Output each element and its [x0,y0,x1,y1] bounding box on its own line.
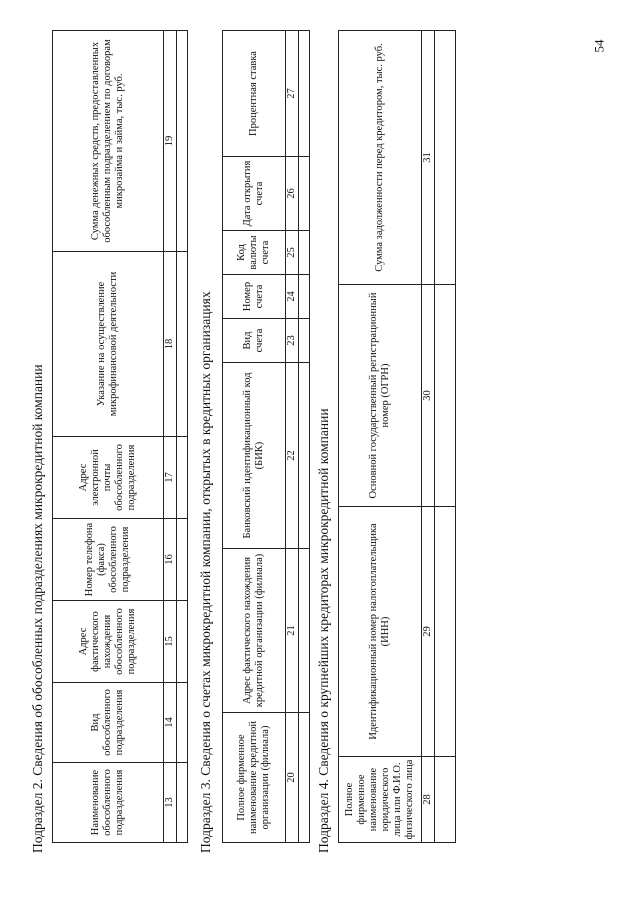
column-number: 13 [164,763,177,843]
column-header: Указание на осуществление микрофинансовой деятельности [53,252,164,437]
empty-cell [177,252,188,437]
empty-cell [299,713,310,843]
column-number: 15 [164,601,177,683]
empty-cell [299,319,310,363]
empty-cell [299,31,310,157]
column-header: Наименование обособленного подразделения [53,763,164,843]
column-header: Номер телефона (факса) обособленного подразделения [53,519,164,601]
column-number: 25 [286,231,299,275]
column-number: 18 [164,252,177,437]
column-number: 27 [286,31,299,157]
empty-cell [435,285,456,507]
empty-cell [435,507,456,757]
column-number: 20 [286,713,299,843]
column-number: 19 [164,31,177,252]
empty-cell [177,437,188,519]
empty-cell [177,601,188,683]
table-header-row [339,31,422,843]
empty-cell [299,231,310,275]
column-header: Полное фирменное наименование кредитной организации (филиала) [223,713,286,843]
column-number: 29 [422,507,435,757]
column-header: Адрес фактического нахождения обособленного подразделения [53,601,164,683]
column-header: Код валюты счета [223,231,286,275]
column-header: Адрес фактического нахождения кредитной организации (филиала) [223,549,286,713]
column-number: 24 [286,275,299,319]
empty-cell [177,763,188,843]
column-header: Банковский идентификационный код (БИК) [223,363,286,549]
empty-data-row [435,31,456,843]
column-number: 16 [164,519,177,601]
column-number: 22 [286,363,299,549]
empty-cell [177,31,188,252]
section-3-title: Подраздел 3. Сведения о счетах микрокредитной компании, открытых в кредитных организациях [198,291,213,853]
empty-cell [299,275,310,319]
column-header: Адрес электронной почты обособленного подразделения [53,437,164,519]
column-number-row [422,31,435,843]
column-number-row [286,31,299,843]
column-header: Вид счета [223,319,286,363]
empty-cell [435,31,456,285]
column-number: 17 [164,437,177,519]
column-header: Сумма задолженности перед кредитором, тыс. руб. [339,31,422,285]
column-header: Процентная ставка [223,31,286,157]
section-2-title: Подраздел 2. Сведения об обособленных подразделениях микрокредитной компании [30,364,45,853]
column-number: 28 [422,757,435,843]
table-largest-creditors [338,30,456,843]
column-header: Номер счета [223,275,286,319]
column-number: 14 [164,683,177,763]
column-header: Полное фирменное наименование юридического лица или Ф.И.О. физического лица [339,757,422,843]
column-header: Основной государственный регистрационный номер (ОГРН) [339,285,422,507]
empty-cell [177,519,188,601]
column-number: 26 [286,157,299,231]
table-separate-divisions [52,30,188,843]
empty-cell [299,157,310,231]
empty-cell [299,549,310,713]
empty-cell [299,363,310,549]
column-number: 21 [286,549,299,713]
table-bank-accounts [222,30,310,843]
column-header: Вид обособленного подразделения [53,683,164,763]
page-number: 54 [591,39,607,53]
column-header: Сумма денежных средств, предоставленных обособленным подразделением по договорам микрозайма и займа, тыс. руб. [53,31,164,252]
column-header: Идентификационный номер налогоплательщика (ИНН) [339,507,422,757]
table-header-row [53,31,164,843]
column-number-row [164,31,177,843]
column-number: 31 [422,31,435,285]
column-header: Дата открытия счета [223,157,286,231]
column-number: 23 [286,319,299,363]
empty-cell [177,683,188,763]
section-4-title: Подраздел 4. Сведения о крупнейших кредиторах микрокредитной компании [316,408,331,853]
empty-data-row [299,31,310,843]
column-number: 30 [422,285,435,507]
empty-data-row [177,31,188,843]
empty-cell [435,757,456,843]
table-header-row [223,31,286,843]
